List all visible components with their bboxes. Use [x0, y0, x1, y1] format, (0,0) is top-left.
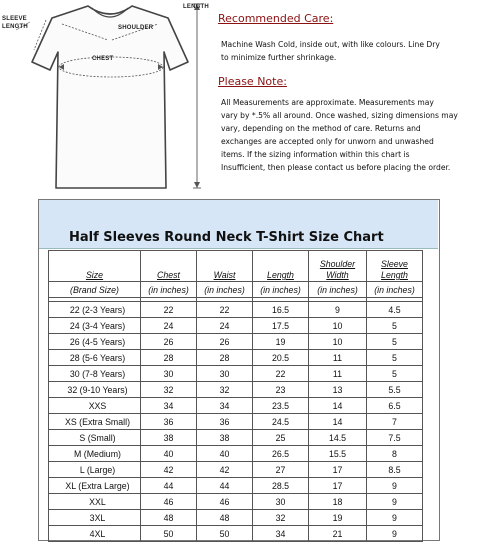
measurement-cell: 46 [197, 494, 253, 510]
measurement-cell: 5 [367, 334, 423, 350]
measurement-cell: 42 [141, 462, 197, 478]
note-text-line-4: exchanges are accepted only for unworn and unwashed [221, 137, 434, 146]
size-cell: 24 (3-4 Years) [49, 318, 141, 334]
measurement-cell: 22 [141, 302, 197, 318]
table-row [49, 462, 423, 478]
size-cell: 3XL [49, 510, 141, 526]
size-cell: XXL [49, 494, 141, 510]
measurement-cell: 23 [253, 382, 309, 398]
measurement-cell: 13 [309, 382, 367, 398]
size-cell: 22 (2-3 Years) [49, 302, 141, 318]
measurement-cell: 4.5 [367, 302, 423, 318]
measurement-cell: 11 [309, 350, 367, 366]
measurement-cell: 7 [367, 414, 423, 430]
tshirt-outline-icon [0, 0, 215, 195]
measurement-cell: 27 [253, 462, 309, 478]
size-chart [38, 199, 440, 541]
measurement-cell: 15.5 [309, 446, 367, 462]
measurement-cell: 10 [309, 334, 367, 350]
tshirt-measurement-diagram [0, 0, 215, 195]
table-row [49, 302, 423, 318]
measurement-cell: 42 [197, 462, 253, 478]
measurement-cell: 26.5 [253, 446, 309, 462]
table-row [49, 334, 423, 350]
table-row [49, 430, 423, 446]
measurement-cell: 34 [253, 526, 309, 542]
recommended-care-title: Recommended Care: [218, 12, 334, 25]
units-cell: (in inches) [197, 282, 253, 298]
measurement-cell: 9 [309, 302, 367, 318]
table-row [49, 318, 423, 334]
measurement-cell: 5 [367, 318, 423, 334]
table-row [49, 494, 423, 510]
size-chart-table [48, 250, 423, 542]
measurement-cell: 23.5 [253, 398, 309, 414]
measurement-cell: 38 [141, 430, 197, 446]
table-header-row [49, 251, 423, 282]
measurement-cell: 34 [197, 398, 253, 414]
measurement-cell: 32 [197, 382, 253, 398]
size-cell: 26 (4-5 Years) [49, 334, 141, 350]
diagram-chest-label: CHEST [92, 56, 114, 62]
units-cell: (in inches) [309, 282, 367, 298]
size-cell: L (Large) [49, 462, 141, 478]
measurement-cell: 30 [197, 366, 253, 382]
measurement-cell: 22 [197, 302, 253, 318]
measurement-cell: 48 [141, 510, 197, 526]
measurement-cell: 17 [309, 478, 367, 494]
measurement-cell: 32 [253, 510, 309, 526]
measurement-cell: 26 [197, 334, 253, 350]
header-size: Size [49, 251, 141, 282]
table-row [49, 446, 423, 462]
size-cell: 28 (5-6 Years) [49, 350, 141, 366]
measurement-cell: 14 [309, 398, 367, 414]
measurement-cell: 24 [141, 318, 197, 334]
units-cell: (in inches) [253, 282, 309, 298]
note-text-line-6: Insufficient, then please contact us before placing the order. [221, 163, 451, 172]
measurement-cell: 24.5 [253, 414, 309, 430]
measurement-cell: 21 [309, 526, 367, 542]
measurement-cell: 7.5 [367, 430, 423, 446]
measurement-cell: 28 [197, 350, 253, 366]
measurement-cell: 36 [197, 414, 253, 430]
measurement-cell: 19 [309, 510, 367, 526]
units-cell: (Brand Size) [49, 282, 141, 298]
measurement-cell: 9 [367, 526, 423, 542]
care-text-line-1: Machine Wash Cold, inside out, with like colours. Line Dry [221, 40, 440, 49]
measurement-cell: 14 [309, 414, 367, 430]
measurement-cell: 18 [309, 494, 367, 510]
size-cell: XL (Extra Large) [49, 478, 141, 494]
measurement-cell: 17 [309, 462, 367, 478]
diagram-sleeve-length-label: LENGTH [2, 24, 28, 30]
measurement-cell: 50 [141, 526, 197, 542]
measurement-cell: 36 [141, 414, 197, 430]
header-sleeve-length: Sleeve Length [367, 251, 423, 282]
size-cell: S (Small) [49, 430, 141, 446]
measurement-cell: 34 [141, 398, 197, 414]
care-text-line-2: to minimize further shrinkage. [221, 53, 337, 62]
measurement-cell: 20.5 [253, 350, 309, 366]
note-text-line-5: items. If the sizing information within this chart is [221, 150, 410, 159]
measurement-cell: 19 [253, 334, 309, 350]
table-row [49, 398, 423, 414]
please-note-title: Please Note: [218, 75, 287, 88]
measurement-cell: 50 [197, 526, 253, 542]
measurement-cell: 48 [197, 510, 253, 526]
measurement-cell: 16.5 [253, 302, 309, 318]
measurement-cell: 46 [141, 494, 197, 510]
measurement-cell: 10 [309, 318, 367, 334]
measurement-cell: 11 [309, 366, 367, 382]
units-cell: (in inches) [141, 282, 197, 298]
units-row [49, 282, 423, 298]
measurement-cell: 17.5 [253, 318, 309, 334]
diagram-sleeve-label: SLEEVE [2, 16, 27, 22]
size-cell: 4XL [49, 526, 141, 542]
header-waist: Waist [197, 251, 253, 282]
measurement-cell: 28.5 [253, 478, 309, 494]
header-length: Length [253, 251, 309, 282]
measurement-cell: 25 [253, 430, 309, 446]
note-text-line-1: All Measurements are approximate. Measurements may [221, 98, 434, 107]
measurement-cell: 44 [197, 478, 253, 494]
table-row [49, 478, 423, 494]
header-chest: Chest [141, 251, 197, 282]
table-row [49, 382, 423, 398]
measurement-cell: 44 [141, 478, 197, 494]
diagram-shoulder-label: SHOULDER [118, 25, 154, 31]
size-chart-title: Half Sleeves Round Neck T-Shirt Size Chart [69, 230, 384, 245]
measurement-cell: 24 [197, 318, 253, 334]
measurement-cell: 40 [197, 446, 253, 462]
table-row [49, 414, 423, 430]
size-cell: XXS [49, 398, 141, 414]
measurement-cell: 8.5 [367, 462, 423, 478]
table-row [49, 350, 423, 366]
size-cell: 30 (7-8 Years) [49, 366, 141, 382]
measurement-cell: 5.5 [367, 382, 423, 398]
measurement-cell: 30 [141, 366, 197, 382]
diagram-length-label: LENGTH [183, 4, 209, 10]
measurement-cell: 22 [253, 366, 309, 382]
measurement-cell: 5 [367, 366, 423, 382]
units-cell: (in inches) [367, 282, 423, 298]
note-text-line-3: vary, depending on the method of care. Returns and [221, 124, 421, 133]
table-row [49, 510, 423, 526]
measurement-cell: 32 [141, 382, 197, 398]
header-shoulder-width: Shoulder Width [309, 251, 367, 282]
size-cell: XS (Extra Small) [49, 414, 141, 430]
measurement-cell: 6.5 [367, 398, 423, 414]
measurement-cell: 14.5 [309, 430, 367, 446]
measurement-cell: 5 [367, 350, 423, 366]
measurement-cell: 38 [197, 430, 253, 446]
table-row [49, 526, 423, 542]
measurement-cell: 9 [367, 494, 423, 510]
table-row [49, 366, 423, 382]
note-text-line-2: vary by *.5% all around. Once washed, sizing dimensions may [221, 111, 458, 120]
size-cell: 32 (9-10 Years) [49, 382, 141, 398]
measurement-cell: 9 [367, 510, 423, 526]
measurement-cell: 40 [141, 446, 197, 462]
size-cell: M (Medium) [49, 446, 141, 462]
measurement-cell: 9 [367, 478, 423, 494]
measurement-cell: 26 [141, 334, 197, 350]
measurement-cell: 8 [367, 446, 423, 462]
measurement-cell: 30 [253, 494, 309, 510]
measurement-cell: 28 [141, 350, 197, 366]
